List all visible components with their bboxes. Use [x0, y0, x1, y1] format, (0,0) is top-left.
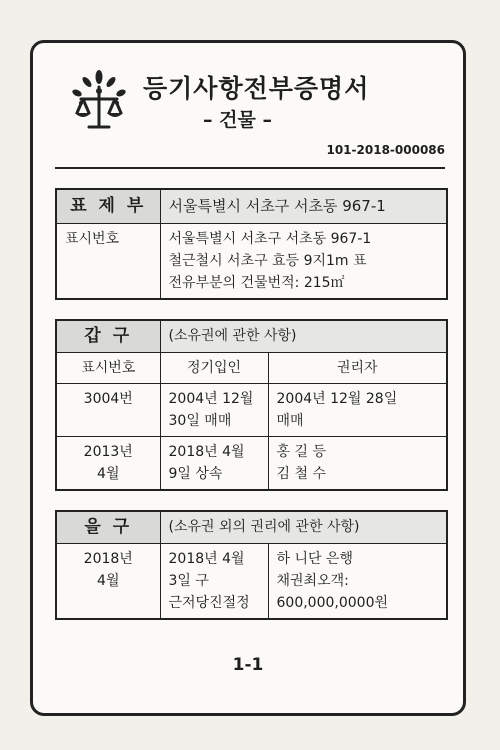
pyojebu-heading: 표 제 부 [56, 189, 160, 223]
document-number: 101-2018-000086 [326, 143, 445, 157]
eulgu-row-holder: 하 니단 은행 채권최오객: 600,000,0000원 [268, 543, 447, 619]
pyojebu-address: 서울특별시 서초구 서초동 967-1 [160, 189, 447, 223]
document-title: 등기사항전부증명서 [143, 74, 370, 103]
page-number: 1-1 [232, 655, 264, 675]
certificate-card [30, 40, 466, 716]
eulgu-row-date: 2018년 4월 3일 구 근저당진절정 [160, 543, 268, 619]
gapgu-row-holder: 홍 길 등 김 철 수 [268, 436, 447, 490]
gapgu-table [55, 319, 448, 491]
certificate-header [33, 43, 463, 169]
eulgu-table [55, 510, 448, 620]
header-divider [55, 167, 445, 169]
document-subtitle: – 건물 – [203, 109, 272, 131]
eulgu-heading: 을 구 [56, 511, 160, 543]
gapgu-row-date: 2004년 12월 30일 매매 [160, 383, 268, 436]
scales-of-justice-icon [63, 65, 135, 137]
gapgu-heading: 갑 구 [56, 320, 160, 352]
pyojebu-line: 철근철시 서초구 효등 9지1m 표 [168, 252, 367, 269]
gapgu-col-number: 표시번호 [56, 352, 160, 383]
table-row [56, 383, 447, 436]
eulgu-row-number: 2018년 4월 [56, 543, 160, 619]
pyojebu-row-label: 표시번호 [56, 223, 160, 299]
eulgu-description: (소유권 외의 권리에 관한 사항) [160, 511, 447, 543]
pyojebu-table [55, 188, 448, 300]
gapgu-row-number: 2013년 4월 [56, 436, 160, 490]
gapgu-row-number: 3004번 [56, 383, 160, 436]
table-row [56, 436, 447, 490]
pyojebu-details [160, 223, 447, 299]
pyojebu-line: 서울특별시 서초구 서초동 967-1 [168, 230, 372, 247]
gapgu-col-holder: 권리자 [268, 352, 447, 383]
table-row [56, 543, 447, 619]
gapgu-row-holder: 2004년 12월 28일 매매 [268, 383, 447, 436]
pyojebu-line: 전유부분의 건물번적: 215㎡ [168, 274, 345, 291]
gapgu-col-date: 정기입인 [160, 352, 268, 383]
gapgu-description: (소유권에 관한 사항) [160, 320, 447, 352]
gapgu-row-date: 2018년 4월 9일 상속 [160, 436, 268, 490]
